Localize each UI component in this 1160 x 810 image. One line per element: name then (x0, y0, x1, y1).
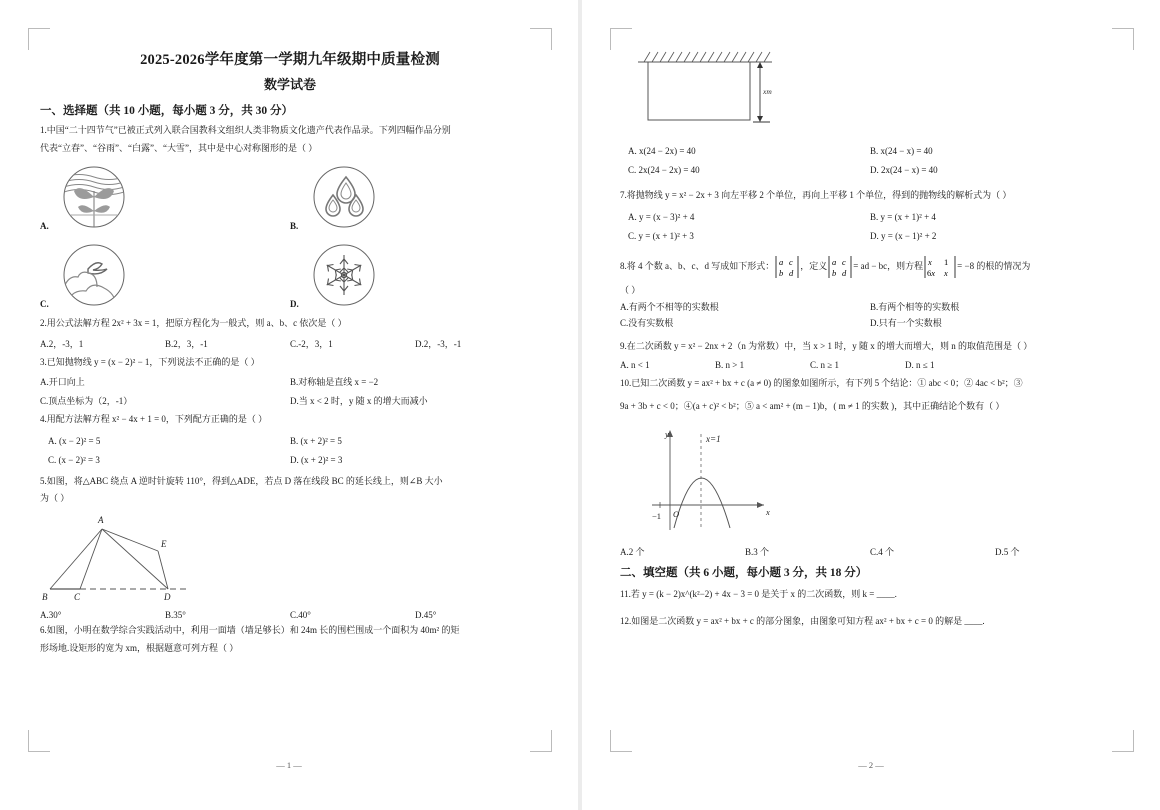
question-5-text-line1: 5.如图，将△ABC 绕点 A 逆时针旋转 110°，得到△ADE，若点 D 落在线段 BC 的延长线上，则∠B 大小 (40, 475, 443, 486)
parabola-tick-label: −1 (652, 510, 662, 521)
question-1-figures-row-1 (40, 161, 540, 233)
question-8-option-d[interactable]: D.只有一个实数根 (870, 318, 942, 329)
question-6-option-d[interactable]: D. 2x(24 − x) = 40 (870, 165, 938, 175)
page-title: 2025-2026学年度第一学期九年级期中质量检测 (140, 52, 440, 68)
question-2-option-b[interactable]: B.2，3，-1 (165, 338, 208, 349)
question-10-option-b[interactable]: B.3 个 (745, 546, 770, 557)
question-10-figure (620, 420, 1120, 543)
svg-text:b: b (779, 267, 784, 278)
parabola-x-axis-label: x (766, 506, 770, 517)
sprout-icon (58, 161, 130, 233)
question-6-figure (620, 40, 1120, 137)
svg-text:E: E (161, 539, 167, 550)
svg-text:d: d (842, 267, 847, 278)
question-3-option-d[interactable]: D.当 x < 2 时，y 随 x 的增大而减小 (290, 396, 428, 407)
parabola-y-axis-label: y (665, 428, 669, 439)
svg-text:c: c (789, 256, 794, 267)
question-4-option-c[interactable]: C. (x − 2)² = 3 (48, 454, 100, 465)
question-10-text-line1: 10.已知二次函数 y = ax² + bx + c (a ≠ 0) 的图象如图所示，有下列 5 个结论：① abc < 0；② 4ac < b²；③ (620, 377, 1023, 388)
page-1-footer: — 1 — (276, 760, 302, 770)
question-8-option-b[interactable]: B.有两个相等的实数根 (870, 302, 960, 313)
page-2-footer: — 2 — (858, 760, 884, 770)
question-8-text-end: （ ） (620, 284, 641, 295)
question-6-options-row1 (620, 146, 1120, 156)
question-4-options-row1 (40, 436, 540, 446)
question-9-options (620, 360, 1120, 370)
determinant-matrix-1 (774, 254, 800, 280)
question-3-option-b[interactable]: B.对称轴是直线 x = −2 (290, 377, 379, 388)
question-7-option-c[interactable]: C. y = (x + 1)² + 3 (628, 230, 694, 241)
question-11-text: 11.若 y = (k − 2)x^(k²−2) + 4x − 3 = 0 是关于 x 的二次函数，则 k = ____. (620, 588, 897, 599)
svg-text:a: a (779, 256, 784, 267)
question-8-text-mid2: = ad − bc，则方程 (853, 261, 924, 272)
document-page-1 (0, 0, 578, 810)
question-8-option-a[interactable]: A.有两个不相等的实数根 (620, 302, 719, 313)
question-6-option-a[interactable]: A. x(24 − 2x) = 40 (628, 146, 696, 156)
question-3-options-row2 (40, 394, 540, 407)
question-9-option-d[interactable]: D. n ≤ 1 (905, 359, 935, 370)
question-4-option-d[interactable]: D. (x + 2)² = 3 (290, 454, 343, 465)
question-7-options-row2 (620, 231, 1120, 241)
parabola-graph (638, 420, 788, 538)
section-heading-choice: 一、选择题（共 10 小题，每小题 3 分，共 30 分） (40, 105, 293, 117)
svg-text:6x: 6x (927, 267, 936, 278)
question-5-option-a[interactable]: A.30° (40, 610, 62, 621)
question-9-text: 9.在二次函数 y = x² − 2nx + 2（n 为常数）中，当 x > 1 时，y 随 x 的增大而增大，则 n 的取值范围是（ ） (620, 341, 1033, 352)
question-10-text-line2: 9a + 3b + c < 0；④(a + c)² < b²；⑤ a < am² + (m − 1)b，( m ≠ 1 的实数 )，其中正确结论个数有（ ） (620, 401, 1005, 412)
svg-text:x: x (944, 267, 948, 278)
question-9-option-b[interactable]: B. n > 1 (715, 359, 745, 370)
determinant-matrix-3 (923, 254, 957, 280)
question-1-option-b[interactable] (290, 161, 540, 233)
section-heading-fill-blank: 二、填空题（共 6 小题，每小题 3 分，共 18 分） (620, 566, 868, 579)
svg-text:1: 1 (944, 256, 949, 267)
raindrops-icon (308, 161, 380, 233)
question-2-option-c[interactable]: C.-2，3，1 (290, 338, 333, 349)
question-4-option-a[interactable]: A. (x − 2)² = 5 (48, 435, 101, 446)
question-2-options (40, 337, 540, 350)
question-6-text-line2: 形场地.设矩形的宽为 xm，根据题意可列方程（ ） (40, 642, 239, 653)
question-7-option-b[interactable]: B. y = (x + 1)² + 4 (870, 211, 936, 222)
wall-rectangle-diagram (620, 40, 800, 132)
question-9-option-a[interactable]: A. n < 1 (620, 359, 650, 370)
question-1-option-a[interactable] (40, 161, 290, 233)
question-10-option-d[interactable]: D.5 个 (995, 546, 1020, 557)
question-9-option-c[interactable]: C. n ≥ 1 (810, 359, 839, 370)
svg-text:B: B (42, 592, 48, 603)
determinant-matrix-2 (827, 254, 853, 280)
question-3-option-c[interactable]: C.顶点坐标为（2，-1） (40, 396, 133, 407)
question-10-option-a[interactable]: A.2 个 (620, 546, 645, 557)
question-8-options-row1 (620, 300, 1120, 313)
question-1-text-line1: 1.中国“二十四节气”已被正式列入联合国教科文组织人类非物质文化遗产代表作品录。下列四幅作品分别 (40, 125, 451, 135)
question-1-option-a-label: A. (40, 221, 49, 232)
question-8-options-row2 (620, 316, 1120, 329)
svg-text:A: A (98, 515, 104, 526)
svg-text:C: C (74, 592, 81, 603)
question-5-option-c[interactable]: C.40° (290, 610, 311, 621)
bird-cloud-icon (58, 239, 130, 311)
question-6-option-b[interactable]: B. x(24 − x) = 40 (870, 146, 933, 156)
question-1-option-c-label: C. (40, 299, 49, 310)
question-2-option-d[interactable]: D.2，-3，-1 (415, 338, 462, 349)
wall-diagram-dimension-label: xm (763, 87, 772, 96)
question-8-text (620, 254, 1120, 280)
question-3-option-a[interactable]: A.开口向上 (40, 377, 85, 388)
svg-text:c: c (842, 256, 847, 267)
question-2-text: 2.用公式法解方程 2x² + 3x = 1，把原方程化为一般式，则 a、b、c 依次是（ ） (40, 318, 347, 329)
question-5-option-b[interactable]: B.35° (165, 610, 186, 621)
question-5-options (40, 610, 540, 620)
question-8-text-mid3: = −8 的根的情况为 (957, 261, 1031, 272)
svg-text:x: x (928, 256, 932, 267)
question-3-text: 3.已知抛物线 y = (x − 2)² − 1，下列说法不正确的是（ ） (40, 356, 260, 367)
question-8-text-pre: 8.将 4 个数 a、b、c、d 写成如下形式： (620, 261, 775, 272)
question-1-option-c[interactable] (40, 239, 290, 311)
triangle-rotation-diagram (40, 511, 230, 603)
svg-text:b: b (832, 267, 837, 278)
question-4-text: 4.用配方法解方程 x² − 4x + 1 = 0，下列配方正确的是（ ） (40, 414, 268, 425)
question-2-option-a[interactable]: A.2，-3，1 (40, 338, 84, 349)
question-1-option-d-label: D. (290, 299, 299, 310)
question-7-option-d[interactable]: D. y = (x − 1)² + 2 (870, 230, 937, 241)
parabola-axis-line-label: x=1 (706, 433, 721, 444)
page-subtitle: 数学试卷 (263, 77, 316, 92)
snowflake-icon (308, 239, 380, 311)
question-4-options-row2 (40, 455, 540, 465)
question-4-option-b[interactable]: B. (x + 2)² = 5 (290, 435, 342, 446)
parabola-origin-label: O (673, 508, 680, 519)
question-5-text-line2: 为（ ） (40, 493, 70, 504)
question-6-option-c[interactable]: C. 2x(24 − 2x) = 40 (628, 165, 700, 175)
page-1-content (40, 34, 540, 774)
question-1-option-d[interactable] (290, 239, 540, 311)
svg-text:D: D (164, 592, 171, 603)
svg-text:d: d (789, 267, 794, 278)
question-10-option-c[interactable]: C.4 个 (870, 546, 895, 557)
question-1-option-b-label: B. (290, 221, 299, 232)
svg-text:a: a (832, 256, 837, 267)
question-5-option-d[interactable]: D.45° (415, 610, 437, 621)
page-2-content (620, 34, 1120, 774)
question-3-options-row1 (40, 375, 540, 388)
question-7-text: 7.将抛物线 y = x² − 2x + 3 向左平移 2 个单位，再向上平移 1 个单位，得到的抛物线的解析式为（ ） (620, 190, 1012, 200)
question-1-figures-row-2 (40, 239, 540, 311)
question-6-options-row2 (620, 165, 1120, 175)
question-10-options (620, 545, 1120, 558)
question-12-text: 12.如图是二次函数 y = ax² + bx + c 的部分图象，由图象可知方程 ax² + bx + c = 0 的解是 ____. (620, 616, 985, 627)
question-1-text-line2: 代表“立春”、“谷雨”、“白露”、“大雪”，其中是中心对称图形的是（ ） (40, 142, 318, 153)
question-6-text-line1: 6.如图，小明在数学综合实践活动中，利用一面墙（墙足够长）和 24m 长的围栏围成一个面积为 40m² 的矩 (40, 625, 460, 636)
question-5-figure (40, 511, 540, 608)
question-8-option-c[interactable]: C.没有实数根 (620, 318, 674, 329)
question-7-options-row1 (620, 212, 1120, 222)
document-page-2 (582, 0, 1160, 810)
question-7-option-a[interactable]: A. y = (x − 3)² + 4 (628, 211, 695, 222)
question-8-text-mid1: ，定义 (800, 261, 828, 272)
